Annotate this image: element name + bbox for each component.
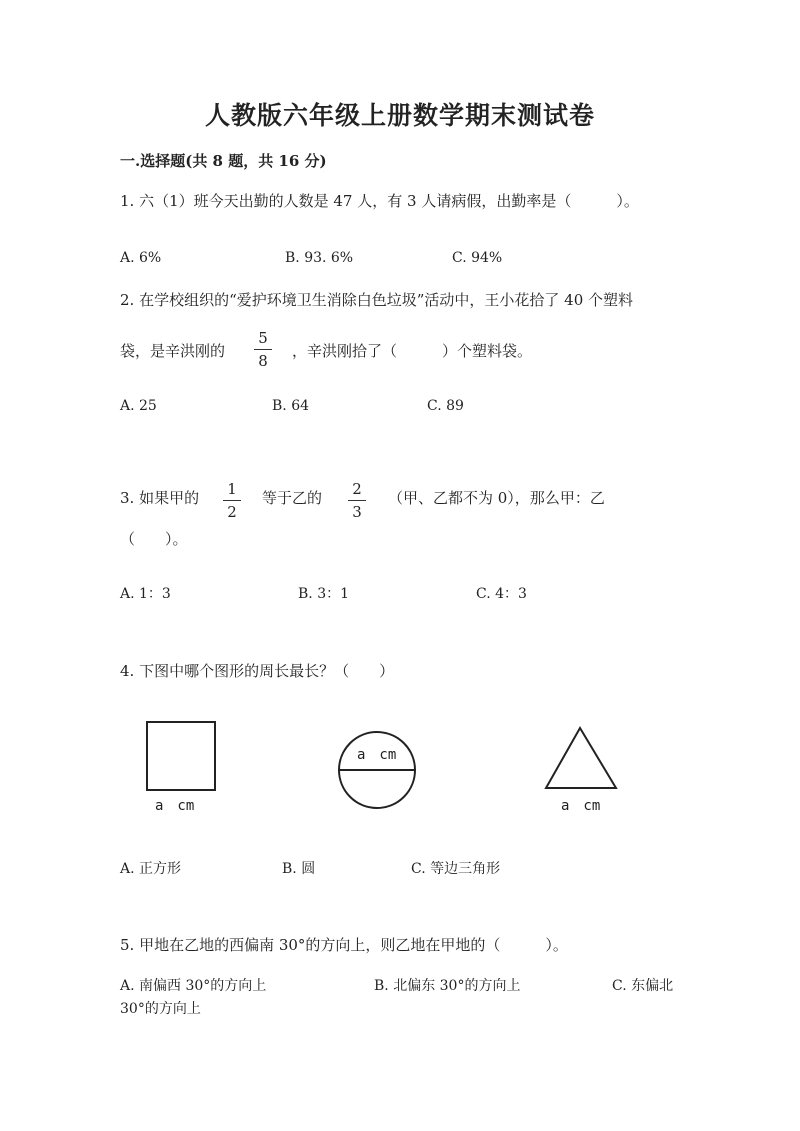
fraction-numerator: 5 [258, 329, 268, 347]
circle-figure [335, 728, 419, 812]
question-1-option-a[interactable]: A. 6% [120, 250, 162, 266]
question-5-option-b[interactable]: B. 北偏东 30°的方向上 [374, 978, 521, 994]
question-4-option-b[interactable]: B. 圆 [282, 861, 316, 877]
section-heading: 一.选择题(共 8 题，共 16 分) [120, 152, 327, 170]
question-5-option-c[interactable]: C. 东偏北 [612, 978, 674, 994]
question-4-option-a[interactable]: A. 正方形 [120, 861, 182, 877]
question-2-line-2b: ，辛洪刚拾了（ ）个塑料袋。 [292, 342, 533, 360]
question-3-fraction-2 [346, 480, 368, 521]
fraction-denominator: 8 [258, 352, 268, 370]
question-2-line-2a: 袋，是辛洪刚的 [120, 342, 226, 360]
question-3-option-c[interactable]: C. 4：3 [476, 586, 527, 602]
question-1-option-c[interactable]: C. 94% [452, 250, 503, 266]
question-1-option-b[interactable]: B. 93. 6% [285, 250, 354, 266]
question-5-option-c-continued: 30°的方向上 [120, 1001, 201, 1017]
question-3-part-a: 3. 如果甲的 [120, 489, 200, 507]
fraction-numerator: 2 [352, 480, 362, 498]
square-figure [140, 715, 230, 795]
square-label: a cm [155, 798, 195, 814]
triangle-shape [546, 728, 616, 788]
question-2-option-a[interactable]: A. 25 [120, 398, 157, 414]
fraction-bar [223, 500, 241, 501]
question-2-fraction [252, 329, 274, 370]
question-3-line-2: （ ）。 [120, 530, 188, 548]
question-3-part-c: （甲、乙都不为 0），那么甲：乙 [388, 489, 605, 507]
question-1-text: 1. 六（1）班今天出勤的人数是 47 人，有 3 人请病假，出勤率是（ ）。 [120, 192, 639, 210]
question-2-option-c[interactable]: C. 89 [427, 398, 464, 414]
question-2-option-b[interactable]: B. 64 [272, 398, 310, 414]
fraction-bar [348, 500, 366, 501]
fraction-bar [254, 349, 272, 350]
question-3-option-a[interactable]: A. 1：3 [120, 586, 171, 602]
square-shape [147, 722, 215, 790]
circle-label: a cm [357, 747, 397, 763]
question-5-text: 5. 甲地在乙地的西偏南 30°的方向上，则乙地在甲地的（ ）。 [120, 936, 568, 954]
question-4-option-c[interactable]: C. 等边三角形 [411, 861, 501, 877]
question-4-text: 4. 下图中哪个图形的周长最长？（ ） [120, 662, 395, 680]
fraction-denominator: 3 [352, 503, 362, 521]
triangle-label: a cm [561, 798, 601, 814]
question-3-part-b: 等于乙的 [262, 489, 323, 507]
page-title: 人教版六年级上册数学期末测试卷 [204, 101, 595, 130]
question-3-option-b[interactable]: B. 3：1 [298, 586, 350, 602]
fraction-denominator: 2 [227, 503, 237, 521]
question-5-option-a[interactable]: A. 南偏西 30°的方向上 [120, 978, 267, 994]
fraction-numerator: 1 [227, 480, 237, 498]
question-2-line-1: 2. 在学校组织的“爱护环境卫生消除白色垃圾”活动中，王小花拾了 40 个塑料 [120, 291, 634, 309]
triangle-figure [543, 722, 623, 794]
question-3-fraction-1 [221, 480, 243, 521]
